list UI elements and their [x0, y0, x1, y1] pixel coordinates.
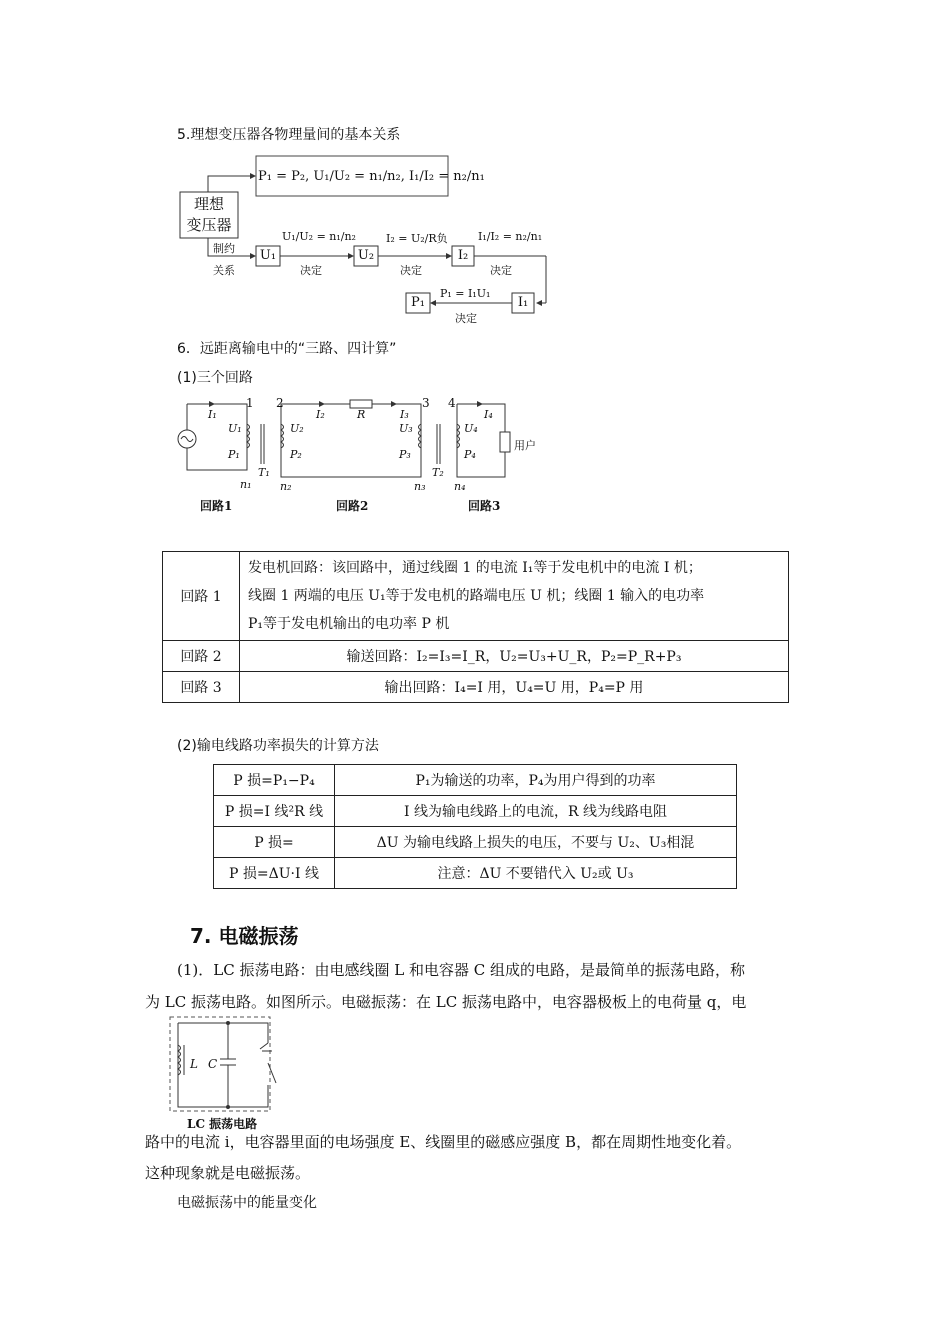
- voltage-u4: U₄: [464, 422, 478, 435]
- loss-note-cell: ΔU 为输电线路上损失的电压，不要与 U₂、U₃相混: [335, 827, 737, 858]
- node-1-label: 1: [246, 396, 254, 410]
- loss-note-cell: 注意：ΔU 不要错代入 U₂或 U₃: [335, 858, 737, 889]
- three-loop-circuit-diagram: [175, 392, 535, 492]
- loss-formula-cell: P 损=P₁−P₄: [214, 765, 335, 796]
- loop-name-cell: 回路 1: [163, 552, 240, 641]
- loop1-desc-line1: 发电机回路：该回路中，通过线圈 1 的电流 I₁等于发电机中的电流 I 机；: [248, 560, 702, 576]
- turns-n3: n₃: [414, 480, 426, 493]
- voltage-u2: U₂: [290, 422, 304, 435]
- arrow4-decide: 决定: [455, 312, 477, 325]
- loss-note-cell: I 线为输电线路上的电流，R 线为线路电阻: [335, 796, 737, 827]
- transformer-label-line1: 理想: [193, 195, 224, 213]
- arrow3-decide: 决定: [490, 264, 512, 277]
- power-p3: P₃: [399, 448, 411, 461]
- energy-change-heading: 电磁振荡中的能量变化: [177, 1195, 317, 1211]
- arrow1-formula: U₁/U₂ = n₁/n₂: [282, 230, 356, 243]
- voltage-u3: U₃: [399, 422, 413, 435]
- voltage-u1: U₁: [228, 422, 242, 435]
- loop2-label: 回路2: [336, 499, 369, 513]
- loop3-label: 回路3: [468, 499, 501, 513]
- table-row: [163, 641, 789, 672]
- para1-line1: (1)．LC 振荡电路：由电感线圈 L 和电容器 C 组成的电路，是最简单的振荡电路，称: [177, 961, 745, 979]
- loop1-desc-line2: 线圈 1 两端的电压 U₁等于发电机的路端电压 U 机；线圈 1 输入的电功率: [248, 588, 705, 604]
- node-3-label: 3: [422, 396, 430, 410]
- turns-n1: n₁: [240, 478, 252, 491]
- turns-n2: n₂: [280, 480, 292, 493]
- arrow2-formula: I₂ = U₂/R负: [386, 232, 448, 245]
- node-i1: I₁: [517, 295, 529, 310]
- capacitor-c-label: C: [208, 1057, 218, 1071]
- turns-n4: n₄: [454, 480, 466, 493]
- arrow2-decide: 决定: [400, 264, 422, 277]
- power-p1: P₁: [228, 448, 240, 461]
- arrow1-decide: 决定: [300, 264, 322, 277]
- node-u2: U₂: [357, 248, 375, 263]
- loss-note-cell: P₁为输送的功率，P₄为用户得到的功率: [335, 765, 737, 796]
- constraint-label: 制约: [213, 242, 235, 255]
- loop1-desc-line3: P₁等于发电机输出的电功率 P 机: [248, 616, 450, 632]
- power-p2: P₂: [290, 448, 302, 461]
- three-loops-subheading: (1)三个回路: [177, 370, 253, 386]
- loop1-label: 回路1: [200, 499, 233, 513]
- loop-table: [162, 551, 789, 703]
- table-row: [214, 765, 737, 796]
- loop-desc-cell: 输出回路：I₄=I 用，U₄=U 用，P₄=P 用: [240, 672, 789, 703]
- node-p1: P₁: [411, 295, 425, 310]
- table-row: [214, 827, 737, 858]
- loop-desc-cell: 输送回路：I₂=I₃=I_R，U₂=U₃+U_R，P₂=P_R+P₃: [240, 641, 789, 672]
- arrow4-formula: P₁ = I₁U₁: [440, 287, 491, 300]
- loop-desc-cell: [240, 552, 789, 641]
- loop-name-cell: 回路 3: [163, 672, 240, 703]
- lc-caption: LC 振荡电路: [187, 1117, 258, 1131]
- loss-formula-cell: P 损=: [214, 827, 335, 858]
- transformer-box-label: [180, 194, 238, 236]
- arrow3-formula: I₁/I₂ = n₂/n₁: [478, 230, 543, 243]
- section6-heading: 6．远距离输电中的“三路、四计算”: [177, 341, 397, 357]
- node-2-label: 2: [276, 396, 284, 410]
- table-row: [214, 858, 737, 889]
- loss-formula-cell: P 损=I 线²R 线: [214, 796, 335, 827]
- transformer-t1: T₁: [258, 466, 270, 479]
- lc-circuit-diagram: [168, 1015, 278, 1115]
- top-formula: P₁ = P₂, U₁/U₂ = n₁/n₂, I₁/I₂ = n₂/n₁: [258, 169, 485, 184]
- section5-heading: 5.理想变压器各物理量间的基本关系: [177, 127, 401, 143]
- power-p4: P₄: [464, 448, 476, 461]
- current-i4: I₄: [484, 408, 493, 421]
- power-loss-subheading: (2)输电线路功率损失的计算方法: [177, 738, 379, 754]
- load-label: 用户: [514, 439, 536, 452]
- table-row: [163, 552, 789, 641]
- resistor-r: R: [357, 408, 366, 421]
- inductor-l-label: L: [190, 1057, 198, 1071]
- para1-line2: 为 LC 振荡电路。如图所示。电磁振荡：在 LC 振荡电路中，电容器极板上的电荷量 q，电: [145, 993, 747, 1011]
- transformer-t2: T₂: [432, 466, 444, 479]
- loss-formula-cell: P 损=ΔU·I 线: [214, 858, 335, 889]
- current-i2: I₂: [316, 408, 325, 421]
- power-loss-table: [213, 764, 737, 889]
- node-u1: U₁: [259, 248, 277, 263]
- current-i3: I₃: [400, 408, 409, 421]
- current-i1: I₁: [208, 408, 217, 421]
- transformer-label-line2: 变压器: [186, 216, 232, 234]
- node-i2: I₂: [457, 248, 469, 263]
- table-row: [163, 672, 789, 703]
- node-4-label: 4: [448, 396, 456, 410]
- loop-name-cell: 回路 2: [163, 641, 240, 672]
- para2-line1: 路中的电流 i，电容器里面的电场强度 E、线圈里的磁感应强度 B，都在周期性地变化着。: [145, 1133, 742, 1151]
- para2-line2: 这种现象就是电磁振荡。: [145, 1164, 311, 1182]
- section7-heading: 7. 电磁振荡: [190, 924, 299, 948]
- table-row: [214, 796, 737, 827]
- relation-label: 关系: [213, 264, 235, 277]
